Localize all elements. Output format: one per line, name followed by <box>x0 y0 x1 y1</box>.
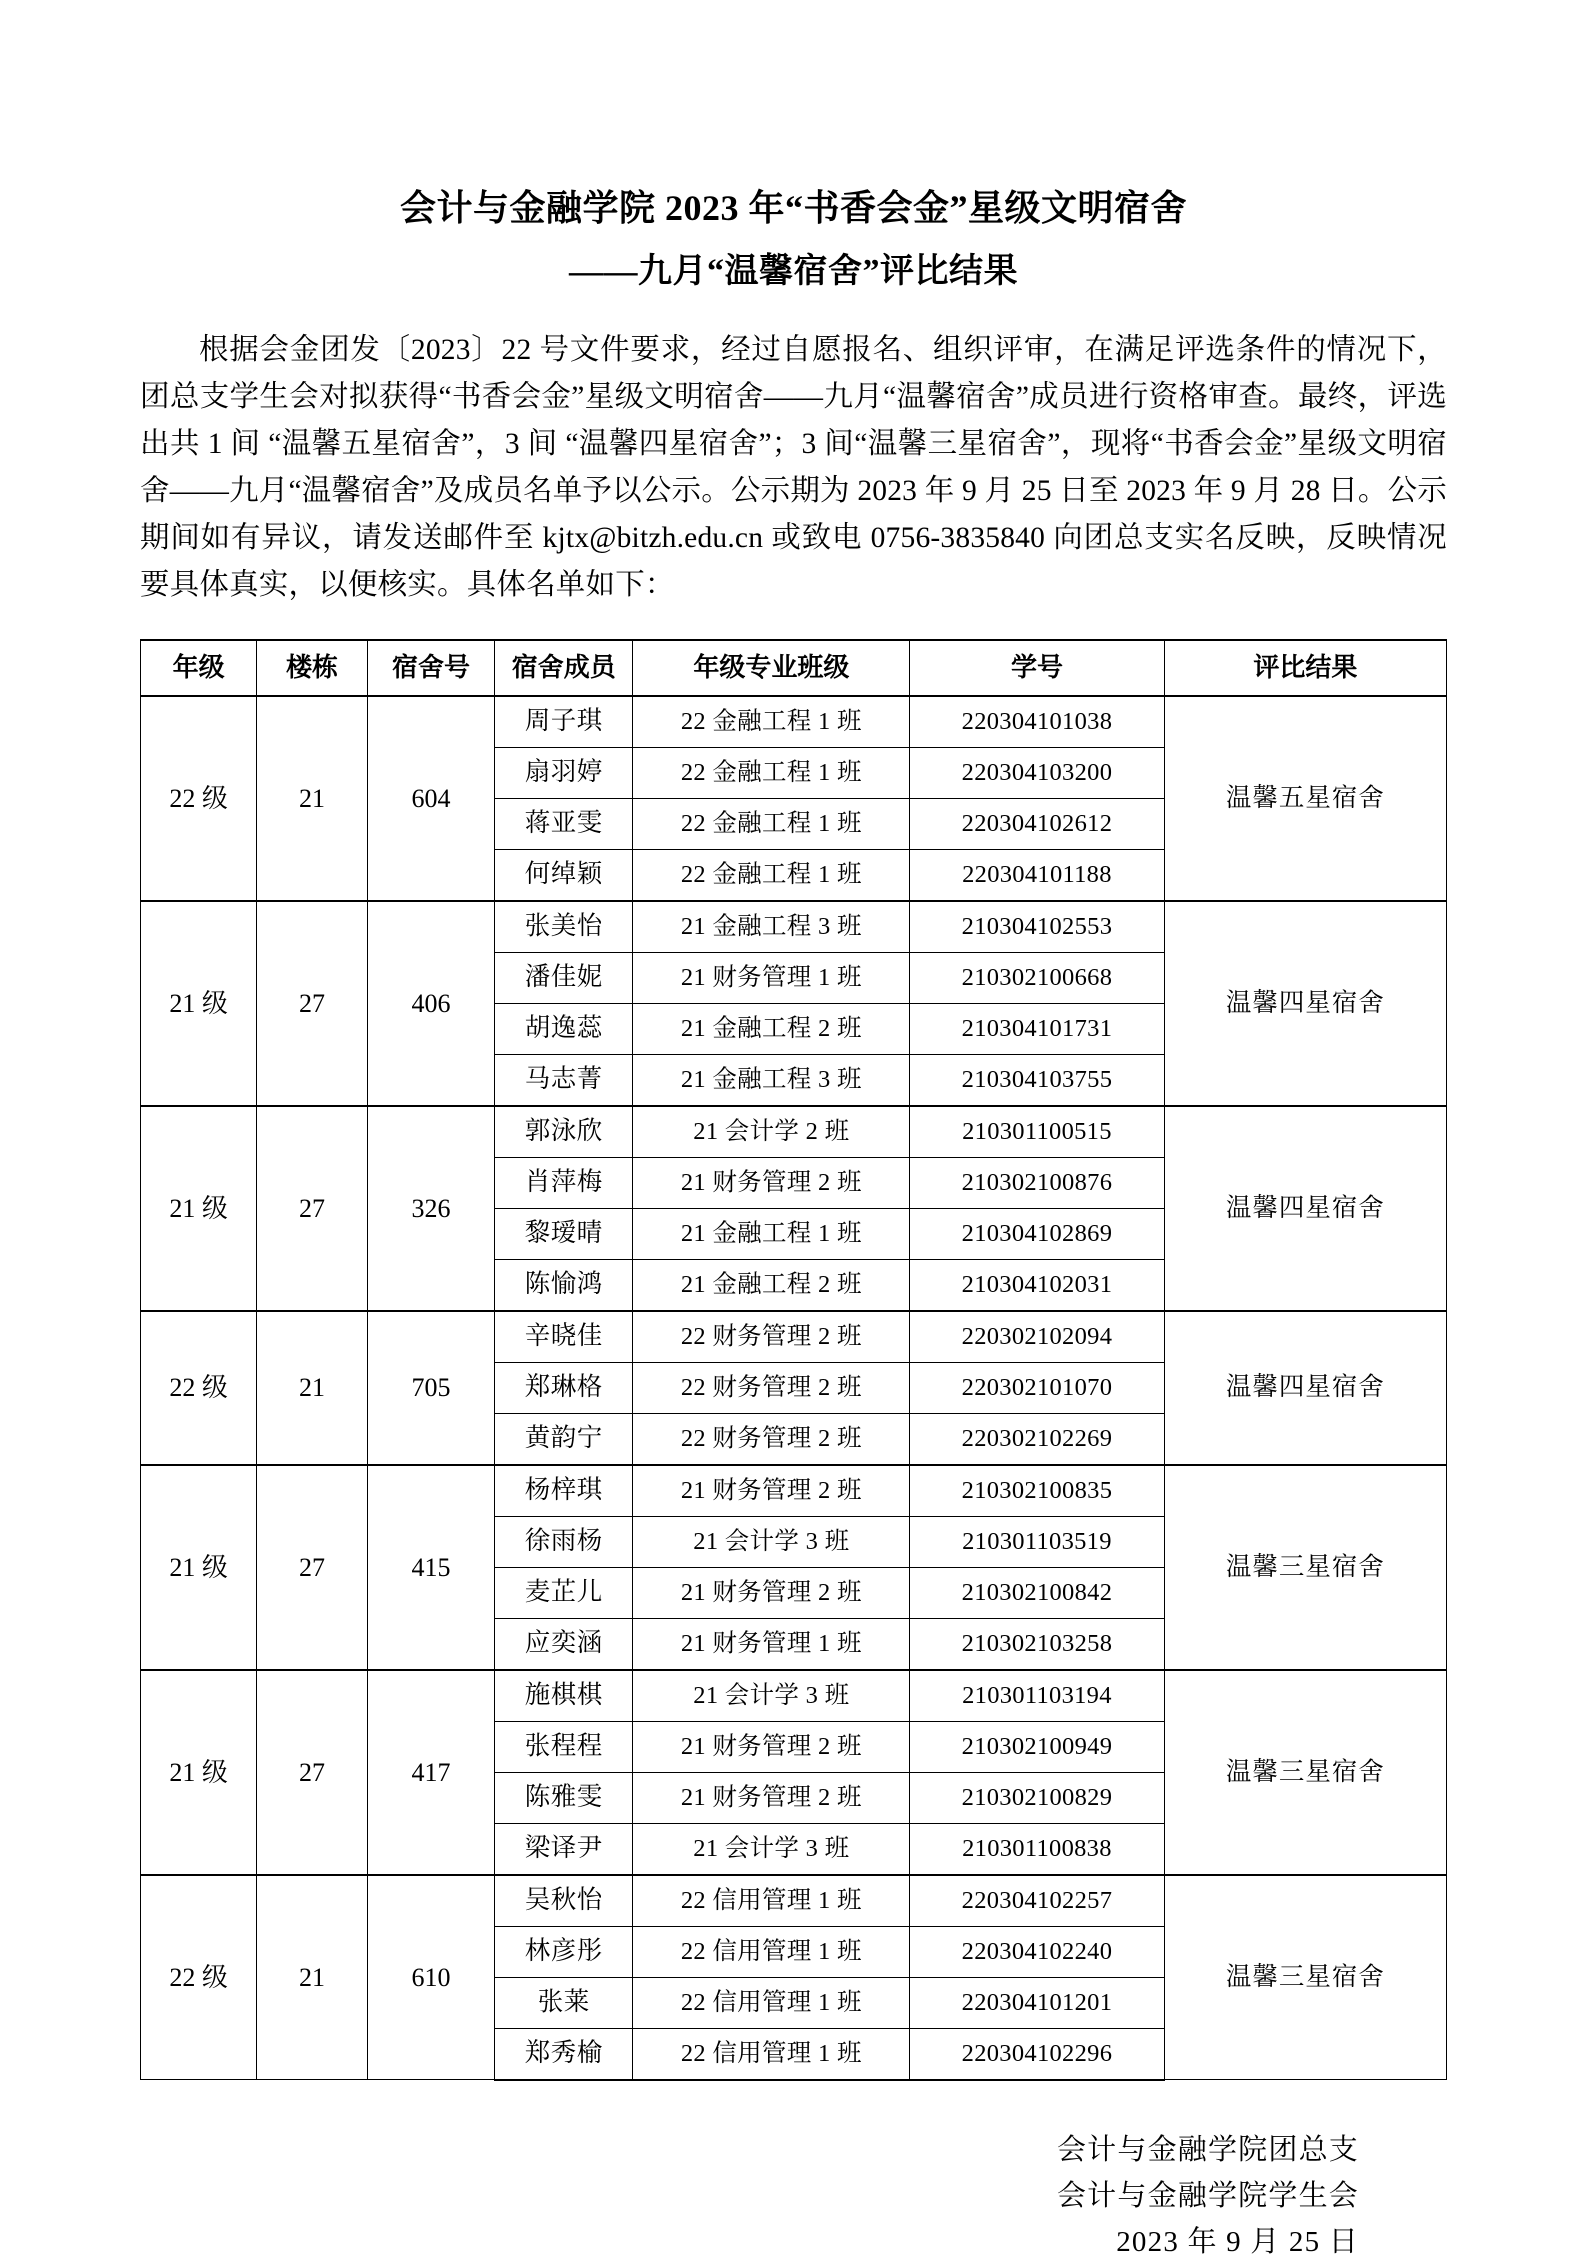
announcement-paragraph: 根据会金团发〔2023〕22 号文件要求，经过自愿报名、组织评审，在满足评选条件的情况下，团总支学生会对拟获得“书香会金”星级文明宿舍——九月“温馨宿舍”成员进行资格审查。最终，评选出共 1 间 “温馨五星宿舍”，3 间 “温馨四星宿舍”；3 间“温馨三星宿舍”，现将“书香会金”星级文明宿舍——九月“温馨宿舍”及成员名单予以公示。公示期为 2023 年 9 月 25 日至 2023 年 9 月 28 日。公示期间如有异议，请发送邮件至 kjtx@bitzh.edu.cn 或致电 0756-3835840 向团总支实名反映，反映情况要具体真实，以便核实。具体名单如下： <box>140 334 1447 602</box>
cell-student-id: 210302100668 <box>910 952 1165 1003</box>
cell-student-id: 210301103194 <box>910 1670 1165 1722</box>
column-header-student-id: 学号 <box>910 640 1165 696</box>
cell-member-name: 郑琳格 <box>495 1362 633 1413</box>
cell-student-id: 210304102031 <box>910 1259 1165 1311</box>
cell-member-name: 扇羽婷 <box>495 747 633 798</box>
table-body <box>141 696 1447 2080</box>
table-row <box>141 901 1447 953</box>
cell-student-id: 220304103200 <box>910 747 1165 798</box>
cell-class: 21 会计学 2 班 <box>633 1106 910 1158</box>
table-header <box>141 640 1447 696</box>
cell-grade: 22 级 <box>141 1311 257 1465</box>
cell-member-name: 蒋亚雯 <box>495 798 633 849</box>
cell-class: 21 财务管理 2 班 <box>633 1772 910 1823</box>
column-header-member: 宿舍成员 <box>495 640 633 696</box>
cell-student-id: 220304102240 <box>910 1926 1165 1977</box>
cell-student-id: 210301103519 <box>910 1516 1165 1567</box>
cell-room: 326 <box>367 1106 494 1311</box>
cell-building: 27 <box>257 1465 368 1670</box>
cell-member-name: 林彦彤 <box>495 1926 633 1977</box>
cell-member-name: 施棋棋 <box>495 1670 633 1722</box>
cell-room: 417 <box>367 1670 494 1875</box>
cell-grade: 22 级 <box>141 696 257 901</box>
cell-class: 21 金融工程 2 班 <box>633 1003 910 1054</box>
cell-member-name: 吴秋怡 <box>495 1875 633 1927</box>
cell-room: 415 <box>367 1465 494 1670</box>
cell-grade: 21 级 <box>141 1465 257 1670</box>
cell-class: 21 金融工程 2 班 <box>633 1259 910 1311</box>
cell-student-id: 210302100835 <box>910 1465 1165 1517</box>
cell-member-name: 肖萍梅 <box>495 1157 633 1208</box>
cell-class: 21 财务管理 2 班 <box>633 1465 910 1517</box>
document-subtitle-line: ——九月“温馨宿舍”评比结果 <box>569 253 1018 291</box>
cell-grade: 22 级 <box>141 1875 257 2080</box>
column-header-room: 宿舍号 <box>367 640 494 696</box>
cell-student-id: 220302101070 <box>910 1362 1165 1413</box>
cell-member-name: 杨梓琪 <box>495 1465 633 1517</box>
document-title-line-1: 会计与金融学院 2023 年“书香会金”星级文明宿舍 <box>399 188 1187 228</box>
cell-building: 21 <box>257 1311 368 1465</box>
cell-result: 温馨三星宿舍 <box>1164 1875 1446 2080</box>
cell-class: 21 财务管理 2 班 <box>633 1567 910 1618</box>
cell-member-name: 郭泳欣 <box>495 1106 633 1158</box>
cell-student-id: 210304102869 <box>910 1208 1165 1259</box>
cell-member-name: 陈雅雯 <box>495 1772 633 1823</box>
signature-organization-2: 会计与金融学院学生会 <box>1056 2179 1359 2212</box>
table-row <box>141 1465 1447 1517</box>
table-row <box>141 1670 1447 1722</box>
cell-class: 22 信用管理 1 班 <box>633 2028 910 2080</box>
cell-student-id: 210302100842 <box>910 1567 1165 1618</box>
cell-member-name: 黄韵宁 <box>495 1413 633 1465</box>
cell-student-id: 210304101731 <box>910 1003 1165 1054</box>
cell-student-id: 220304101038 <box>910 696 1165 748</box>
cell-member-name: 张程程 <box>495 1721 633 1772</box>
cell-student-id: 220304102257 <box>910 1875 1165 1927</box>
cell-student-id: 210304103755 <box>910 1054 1165 1106</box>
cell-result: 温馨四星宿舍 <box>1164 1311 1446 1465</box>
cell-class: 21 金融工程 1 班 <box>633 1208 910 1259</box>
cell-class: 21 会计学 3 班 <box>633 1516 910 1567</box>
table-row <box>141 1311 1447 1363</box>
cell-member-name: 应奕涵 <box>495 1618 633 1670</box>
cell-class: 22 金融工程 1 班 <box>633 747 910 798</box>
cell-student-id: 210302100829 <box>910 1772 1165 1823</box>
cell-member-name: 梁译尹 <box>495 1823 633 1875</box>
cell-member-name: 麦芷儿 <box>495 1567 633 1618</box>
table-row <box>141 696 1447 748</box>
cell-student-id: 210302100876 <box>910 1157 1165 1208</box>
cell-member-name: 徐雨杨 <box>495 1516 633 1567</box>
column-header-result: 评比结果 <box>1164 640 1446 696</box>
cell-member-name: 马志菁 <box>495 1054 633 1106</box>
cell-member-name: 黎瑷晴 <box>495 1208 633 1259</box>
cell-class: 21 会计学 3 班 <box>633 1823 910 1875</box>
cell-student-id: 220304102612 <box>910 798 1165 849</box>
signature-block <box>140 2127 1447 2265</box>
cell-member-name: 辛晓佳 <box>495 1311 633 1363</box>
title-block <box>140 0 1447 297</box>
cell-member-name: 胡逸蕊 <box>495 1003 633 1054</box>
cell-grade: 21 级 <box>141 901 257 1106</box>
cell-building: 21 <box>257 696 368 901</box>
cell-class: 21 财务管理 1 班 <box>633 1618 910 1670</box>
cell-room: 610 <box>367 1875 494 2080</box>
column-header-building: 楼栋 <box>257 640 368 696</box>
cell-room: 705 <box>367 1311 494 1465</box>
cell-class: 22 财务管理 2 班 <box>633 1311 910 1363</box>
cell-class: 22 财务管理 2 班 <box>633 1362 910 1413</box>
cell-member-name: 张莱 <box>495 1977 633 2028</box>
cell-member-name: 何绰颖 <box>495 849 633 901</box>
cell-student-id: 210302103258 <box>910 1618 1165 1670</box>
cell-building: 27 <box>257 901 368 1106</box>
cell-result: 温馨三星宿舍 <box>1164 1670 1446 1875</box>
cell-class: 22 信用管理 1 班 <box>633 1875 910 1927</box>
table-row <box>141 1875 1447 1927</box>
cell-member-name: 周子琪 <box>495 696 633 748</box>
signature-organization-1: 会计与金融学院团总支 <box>1056 2133 1359 2166</box>
cell-student-id: 210302100949 <box>910 1721 1165 1772</box>
cell-grade: 21 级 <box>141 1670 257 1875</box>
cell-class: 22 财务管理 2 班 <box>633 1413 910 1465</box>
cell-class: 22 金融工程 1 班 <box>633 696 910 748</box>
table-row <box>141 1106 1447 1158</box>
dormitory-results-table <box>140 639 1447 2081</box>
cell-room: 406 <box>367 901 494 1106</box>
cell-student-id: 210301100838 <box>910 1823 1165 1875</box>
cell-class: 22 金融工程 1 班 <box>633 798 910 849</box>
cell-student-id: 220302102269 <box>910 1413 1165 1465</box>
cell-building: 21 <box>257 1875 368 2080</box>
cell-class: 22 金融工程 1 班 <box>633 849 910 901</box>
signature-date: 2023 年 9 月 25 日 <box>1116 2225 1359 2258</box>
cell-member-name: 郑秀榆 <box>495 2028 633 2080</box>
cell-room: 604 <box>367 696 494 901</box>
cell-member-name: 陈愉鸿 <box>495 1259 633 1311</box>
cell-class: 21 财务管理 1 班 <box>633 952 910 1003</box>
table-header-row <box>141 640 1447 696</box>
cell-student-id: 220302102094 <box>910 1311 1165 1363</box>
cell-class: 21 会计学 3 班 <box>633 1670 910 1722</box>
column-header-class: 年级专业班级 <box>633 640 910 696</box>
cell-student-id: 210304102553 <box>910 901 1165 953</box>
cell-result: 温馨四星宿舍 <box>1164 1106 1446 1311</box>
cell-student-id: 210301100515 <box>910 1106 1165 1158</box>
cell-result: 温馨五星宿舍 <box>1164 696 1446 901</box>
cell-student-id: 220304101188 <box>910 849 1165 901</box>
cell-member-name: 潘佳妮 <box>495 952 633 1003</box>
cell-class: 21 金融工程 3 班 <box>633 901 910 953</box>
cell-building: 27 <box>257 1670 368 1875</box>
cell-result: 温馨三星宿舍 <box>1164 1465 1446 1670</box>
cell-grade: 21 级 <box>141 1106 257 1311</box>
cell-member-name: 张美怡 <box>495 901 633 953</box>
cell-building: 27 <box>257 1106 368 1311</box>
column-header-grade: 年级 <box>141 640 257 696</box>
document-body <box>140 0 1447 2265</box>
cell-class: 21 金融工程 3 班 <box>633 1054 910 1106</box>
cell-class: 21 财务管理 2 班 <box>633 1157 910 1208</box>
cell-result: 温馨四星宿舍 <box>1164 901 1446 1106</box>
cell-class: 22 信用管理 1 班 <box>633 1926 910 1977</box>
cell-student-id: 220304101201 <box>910 1977 1165 2028</box>
cell-student-id: 220304102296 <box>910 2028 1165 2080</box>
cell-class: 21 财务管理 2 班 <box>633 1721 910 1772</box>
cell-class: 22 信用管理 1 班 <box>633 1977 910 2028</box>
